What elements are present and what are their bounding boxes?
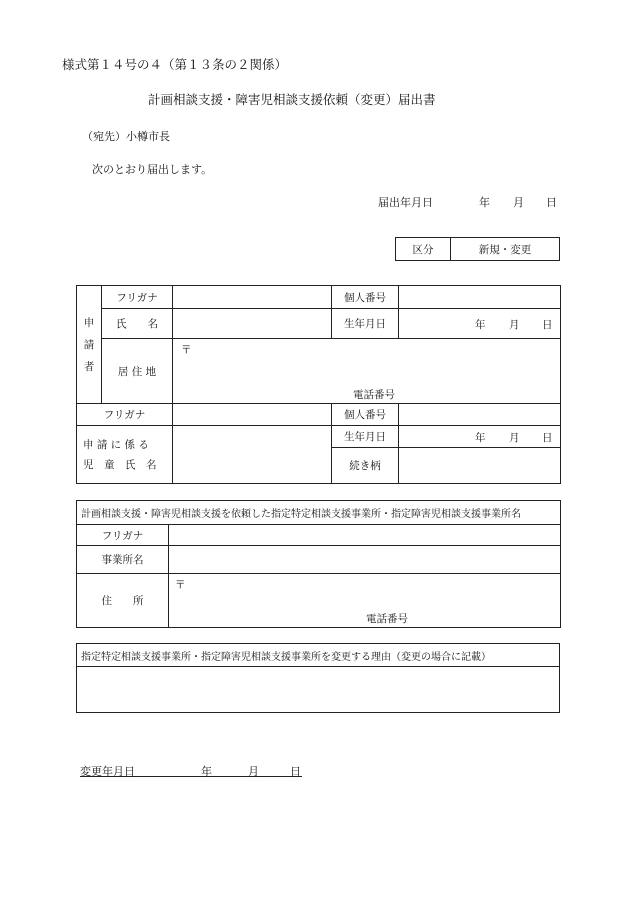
applicant-side-label: 申 請 者 <box>77 286 102 404</box>
category-label: 区分 <box>396 238 451 261</box>
page-title: 計画相談支援・障害児相談支援依頼（変更）届出書 <box>148 92 436 107</box>
child-birth-month: 月 <box>509 432 520 444</box>
applicant-table <box>76 285 561 484</box>
child-birth-date-field[interactable] <box>399 426 561 448</box>
applicant-name-label: 氏 名 <box>102 309 173 339</box>
office-furigana-label: フリガナ <box>77 525 169 546</box>
child-relationship-field[interactable] <box>399 448 561 484</box>
applicant-personal-number-label: 個人番号 <box>332 286 399 309</box>
submission-date-label: 届出年月日 <box>378 196 433 209</box>
child-name-field[interactable] <box>173 426 332 484</box>
change-date-year: 年 <box>201 765 212 778</box>
applicant-furigana-field[interactable] <box>173 286 332 309</box>
office-table <box>76 500 561 628</box>
office-name-label: 事業所名 <box>77 546 169 574</box>
office-postal-mark: 〒 <box>175 579 186 591</box>
child-birth-date-label: 生年月日 <box>332 426 399 448</box>
applicant-birth-day: 日 <box>542 319 553 331</box>
child-furigana-label: フリガナ <box>77 404 173 426</box>
change-date-month: 月 <box>248 765 259 778</box>
applicant-birth-date-field[interactable] <box>399 309 561 339</box>
applicant-birth-month: 月 <box>509 319 520 331</box>
category-value[interactable]: 新規・変更 <box>451 238 560 261</box>
office-address-field[interactable] <box>169 574 561 628</box>
applicant-phone-label: 電話番号 <box>353 389 395 401</box>
applicant-birth-year: 年 <box>475 319 486 331</box>
submission-date-day: 日 <box>546 196 557 209</box>
category-table <box>395 237 560 261</box>
applicant-personal-number-field[interactable] <box>399 286 561 309</box>
child-name-label: 申 請 に 係 る 児 童 氏 名 <box>77 426 173 484</box>
change-date-day: 日 <box>290 765 301 778</box>
child-personal-number-field[interactable] <box>399 404 561 426</box>
applicant-address-label: 居 住 地 <box>102 339 173 404</box>
change-date <box>80 763 302 777</box>
submission-date-month: 月 <box>513 196 524 209</box>
child-birth-day: 日 <box>542 432 553 444</box>
office-phone-label: 電話番号 <box>366 613 408 625</box>
child-furigana-field[interactable] <box>173 404 332 426</box>
change-date-label: 変更年月日 <box>80 765 135 778</box>
reason-table <box>76 643 560 713</box>
office-address-label: 住 所 <box>77 574 169 628</box>
applicant-furigana-label: フリガナ <box>102 286 173 309</box>
child-personal-number-label: 個人番号 <box>332 404 399 426</box>
office-header: 計画相談支援・障害児相談支援を依頼した指定特定相談支援事業所・指定障害児相談支援事業所名 <box>77 501 561 525</box>
applicant-postal-mark: 〒 <box>181 344 192 356</box>
child-birth-year: 年 <box>475 432 486 444</box>
applicant-address-field[interactable] <box>173 339 561 404</box>
office-name-field[interactable] <box>169 546 561 574</box>
child-relationship-label: 続き柄 <box>332 448 399 484</box>
reason-field[interactable] <box>77 667 560 713</box>
intro-text: 次のとおり届出します。 <box>92 163 213 176</box>
office-furigana-field[interactable] <box>169 525 561 546</box>
applicant-birth-date-label: 生年月日 <box>332 309 399 339</box>
reason-header: 指定特定相談支援事業所・指定障害児相談支援事業所を変更する理由（変更の場合に記載） <box>77 644 560 667</box>
applicant-name-field[interactable] <box>173 309 332 339</box>
addressee: （宛先）小樽市長 <box>82 130 170 143</box>
form-number: 様式第１４号の４（第１３条の２関係） <box>62 57 288 72</box>
submission-date-year: 年 <box>479 196 490 209</box>
